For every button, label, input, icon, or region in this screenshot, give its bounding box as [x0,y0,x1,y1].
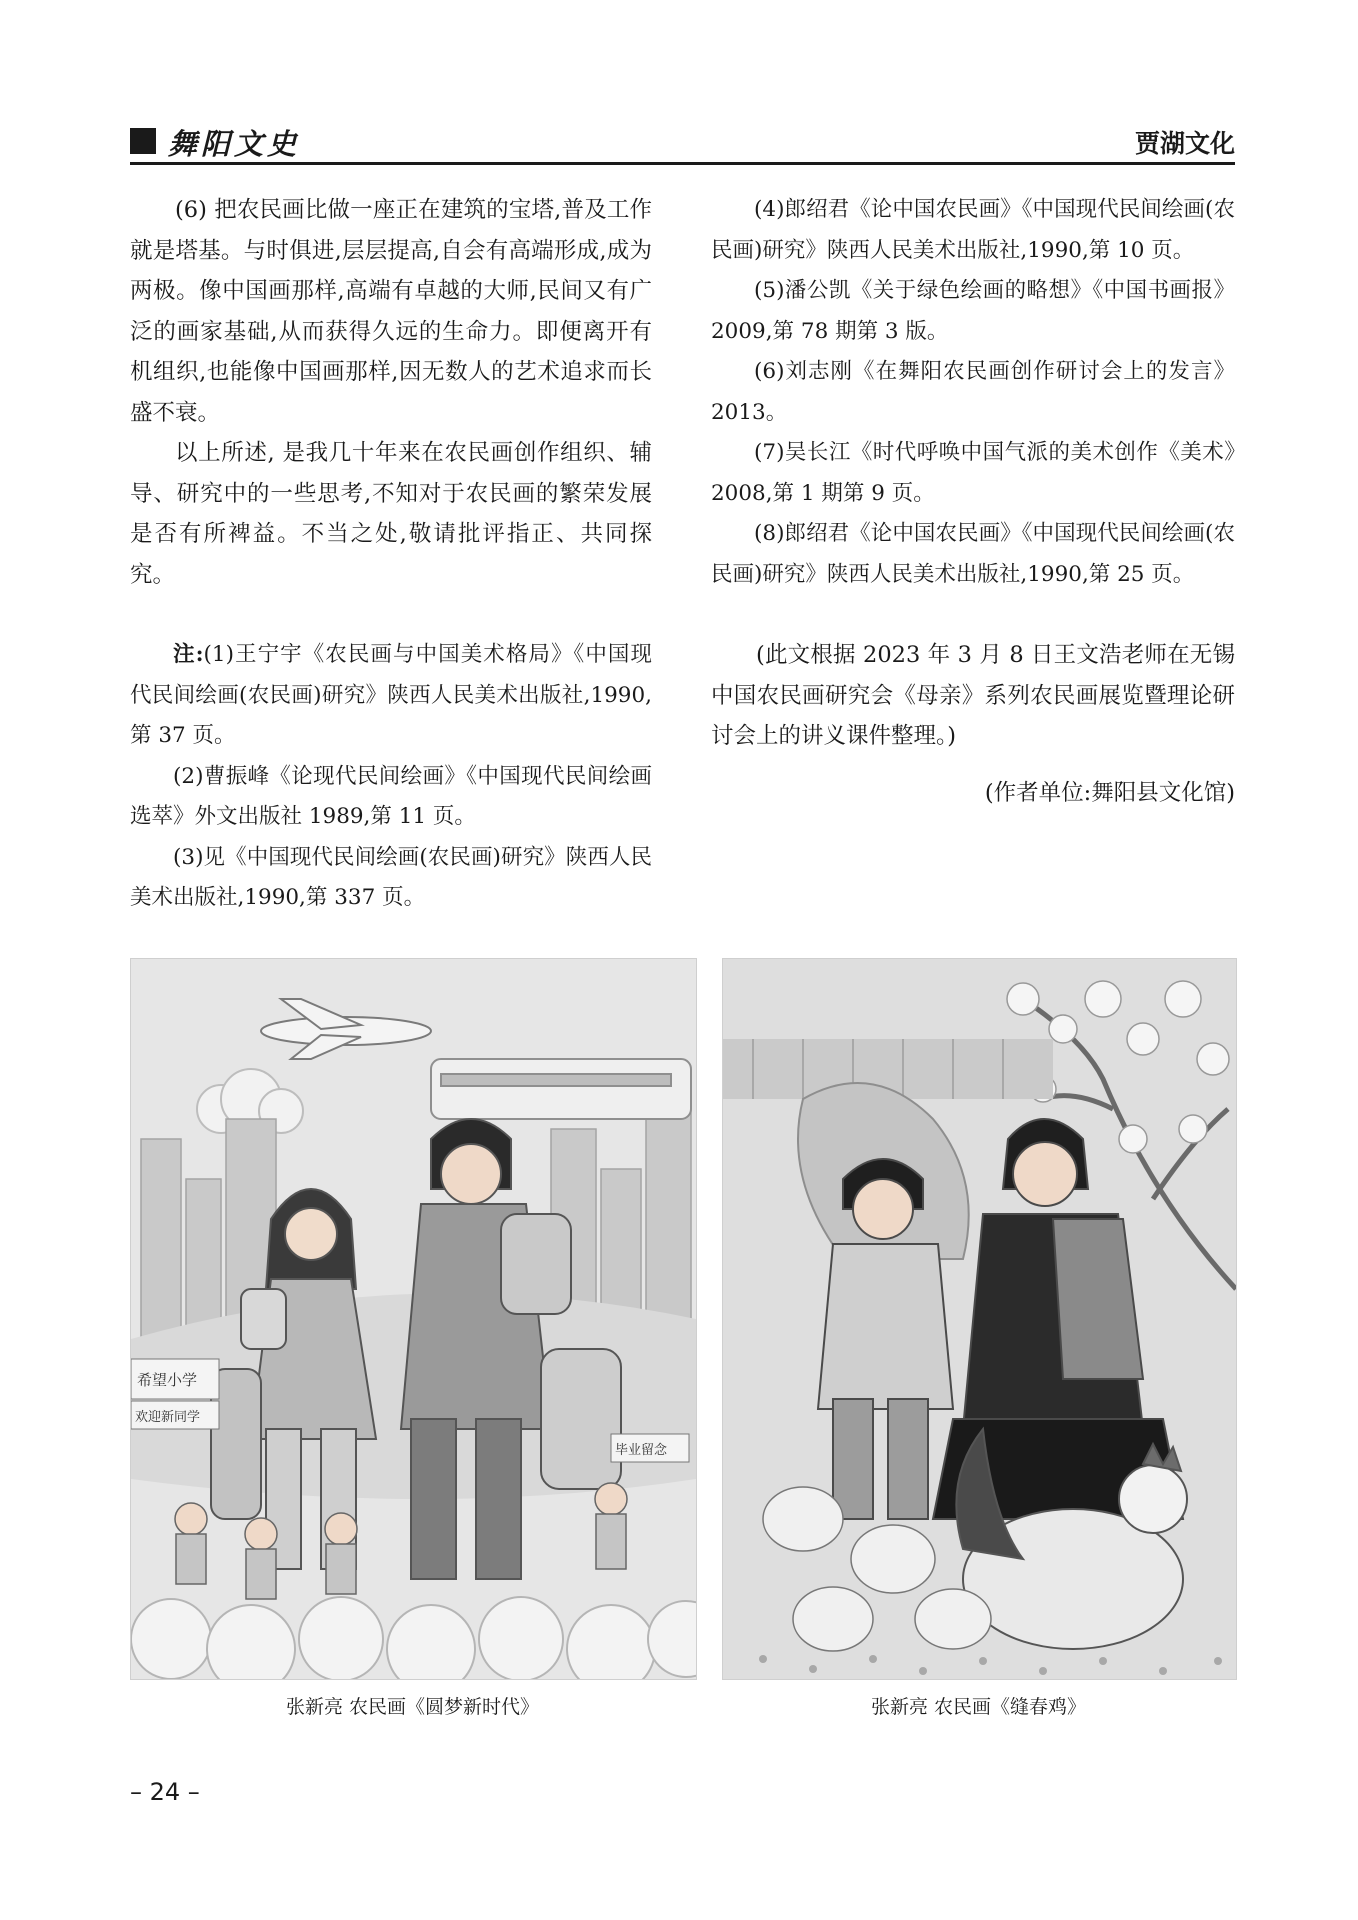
note-item: (3)见《中国现代民间绘画(农民画)研究》陕西人民美术出版社,1990,第 337 页。 [130,844,652,910]
painting-left-illustration [131,959,696,1679]
painting-right-illustration [723,959,1236,1679]
figure-caption-left: 张新亮 农民画《圆梦新时代》 [285,1696,540,1718]
note-item: (7)吴长江《时代呼唤中国气派的美术创作《美术》2008,第 1 期第 9 页。 [711,440,1235,506]
author-unit: (作者单位:舞阳县文化馆) [984,779,1235,806]
left-column [130,190,652,919]
body-paragraph: 以上所述, 是我几十年来在农民画创作组织、辅导、研究中的一些思考,不知对于农民画的繁荣发展是否有所裨益。不当之处,敬请批评指正、共同探究。 [130,440,652,588]
notes-list-continued [711,190,1235,595]
body-paragraph: (6) 把农民画比做一座正在建筑的宝塔,普及工作就是塔基。与时俱进,层层提高,自会有高端形成,成为两极。像中国画那样,高端有卓越的大师,民间又有广泛的画家基础,从而获得久远的生命力。即便离开有机组织,也能像中国画那样,因无数人的艺术追求而长盛不衰。 [130,197,652,426]
sign-graduation: 毕业留念 [615,1443,668,1458]
note-item: (8)郎绍君《论中国农民画》《中国现代民间绘画(农民画)研究》陕西人民美术出版社,1990,第 25 页。 [711,521,1235,587]
source-note: (此文根据 2023 年 3 月 8 日王文浩老师在无锡中国农民画研究会《母亲》系列农民画展览暨理论研讨会上的讲义课件整理。) [711,642,1235,749]
figure-caption-right: 张新亮 农民画《缝春鸡》 [870,1696,1087,1718]
note-item: (5)潘公凯《关于绿色绘画的略想》《中国书画报》2009,第 78 期第 3 版。 [711,278,1235,344]
painting-left [130,958,697,1680]
note-item: (2)曹振峰《论现代民间绘画》《中国现代民间绘画选萃》外文出版社 1989,第 11 页。 [130,763,652,829]
painting-right [722,958,1237,1680]
header-square-mark [130,128,156,154]
page-number: – 24 – [130,1778,200,1806]
journal-title: 舞阳文史 [168,127,301,161]
sign-school: 希望小学 [137,1371,198,1389]
header-rule [130,162,1235,165]
note-item: (4)郎绍君《论中国农民画》《中国现代民间绘画(农民画)研究》陕西人民美术出版社,1990,第 10 页。 [711,197,1235,263]
right-column [711,190,1235,813]
page-header [130,122,1235,162]
section-title: 贾湖文化 [1134,129,1235,158]
train-icon [431,1059,691,1119]
notes-lead: 注: [173,642,204,667]
note-item: 注:(1)王宁宇《农民画与中国美术格局》《中国现代民间绘画(农民画)研究》陕西人民美术出版社,1990,第 37 页。 [130,642,652,748]
sign-welcome: 欢迎新同学 [135,1410,201,1425]
notes-list [130,635,652,919]
note-item: (6)刘志刚《在舞阳农民画创作研讨会上的发言》2013。 [711,359,1235,425]
